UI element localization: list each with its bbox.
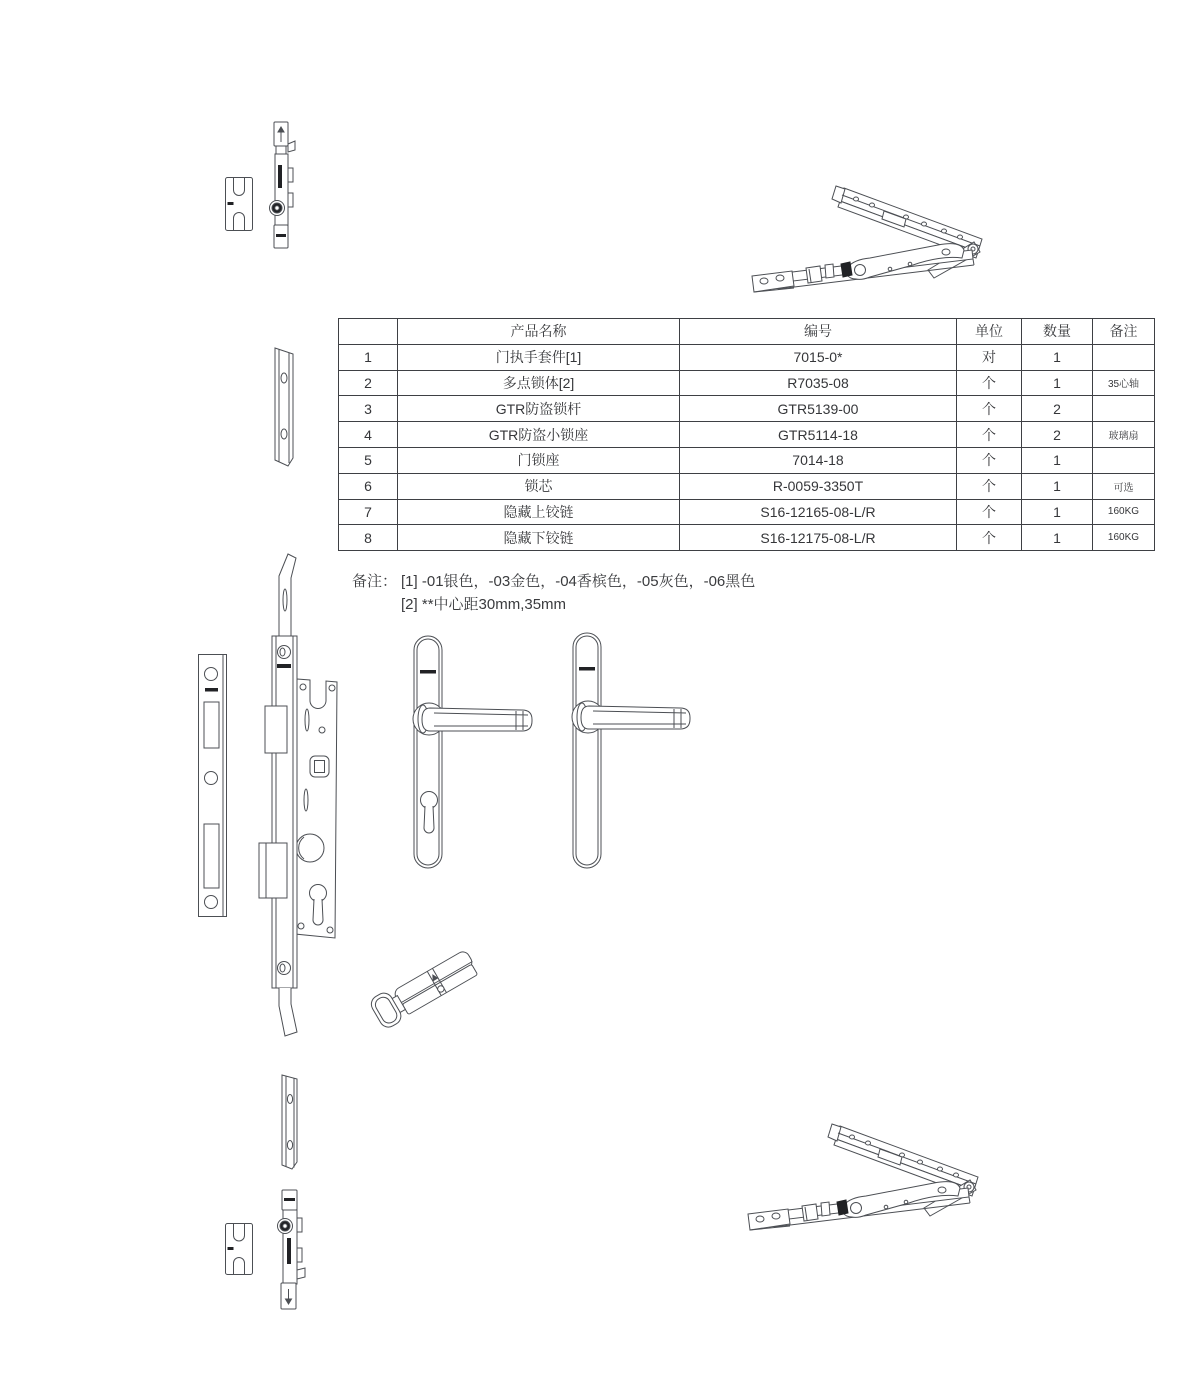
table-row: 7 隐藏上铰链 S16-12165-08-L/R 个 1 160KG [339, 499, 1155, 525]
table-row: 2 多点锁体[2] R7035-08 个 1 35心轴 [339, 370, 1155, 396]
brand-mark [420, 670, 436, 674]
keeper-plate-drawing-bottom [276, 1072, 304, 1174]
door-handle-drawing-interior [569, 627, 699, 875]
lock-rod-drawing-bottom [272, 1186, 310, 1312]
table-row: 4 GTR防盗小锁座 GTR5114-18 个 2 玻璃扇 [339, 422, 1155, 448]
table-row: 8 隐藏下铰链 S16-12175-08-L/R 个 1 160KG [339, 525, 1155, 551]
brand-mark [278, 165, 282, 188]
brand-mark [205, 688, 218, 692]
concealed-hinge-drawing-bottom [744, 1118, 984, 1238]
col-qty: 数量 [1022, 319, 1093, 345]
remark-line-1: [1] -01银色，-03金色，-04香槟色，-05灰色，-06黑色 [401, 573, 756, 590]
table-header-row [339, 319, 1155, 345]
remarks-block [352, 570, 755, 616]
brand-mark [284, 1198, 295, 1201]
small-lock-keeper-drawing-bottom [224, 1222, 254, 1276]
lock-rod-drawing-top [268, 118, 302, 254]
col-product-name: 产品名称 [398, 319, 680, 345]
door-strike-plate-drawing [196, 652, 232, 920]
table-row: 3 GTR防盗锁杆 GTR5139-00 个 2 [339, 396, 1155, 422]
table-row: 6 锁芯 R-0059-3350T 个 1 可选 [339, 473, 1155, 499]
keeper-plate-drawing-mid [265, 342, 305, 472]
col-unit: 单位 [957, 319, 1022, 345]
brand-mark [228, 1247, 234, 1250]
col-index [339, 319, 398, 345]
remarks-label: 备注： [352, 573, 398, 590]
brand-mark [228, 202, 234, 205]
brand-mark [277, 664, 291, 668]
door-handle-drawing-exterior [410, 630, 540, 875]
brand-mark [579, 667, 595, 671]
multipoint-lock-body-drawing [252, 548, 344, 1040]
parts-table [338, 318, 1155, 551]
brand-mark [276, 234, 286, 237]
col-remark: 备注 [1093, 319, 1155, 345]
table-row: 5 门锁座 7014-18 个 1 [339, 447, 1155, 473]
table-row: 1 门执手套件[1] 7015-0* 对 1 [339, 344, 1155, 370]
lock-cylinder-drawing [368, 938, 488, 1040]
brand-mark [287, 1238, 291, 1264]
small-lock-keeper-drawing-top [224, 176, 254, 232]
col-code: 编号 [680, 319, 957, 345]
concealed-hinge-drawing-top [748, 182, 988, 300]
remark-line-2: [2] **中心距30mm,35mm [401, 596, 567, 613]
